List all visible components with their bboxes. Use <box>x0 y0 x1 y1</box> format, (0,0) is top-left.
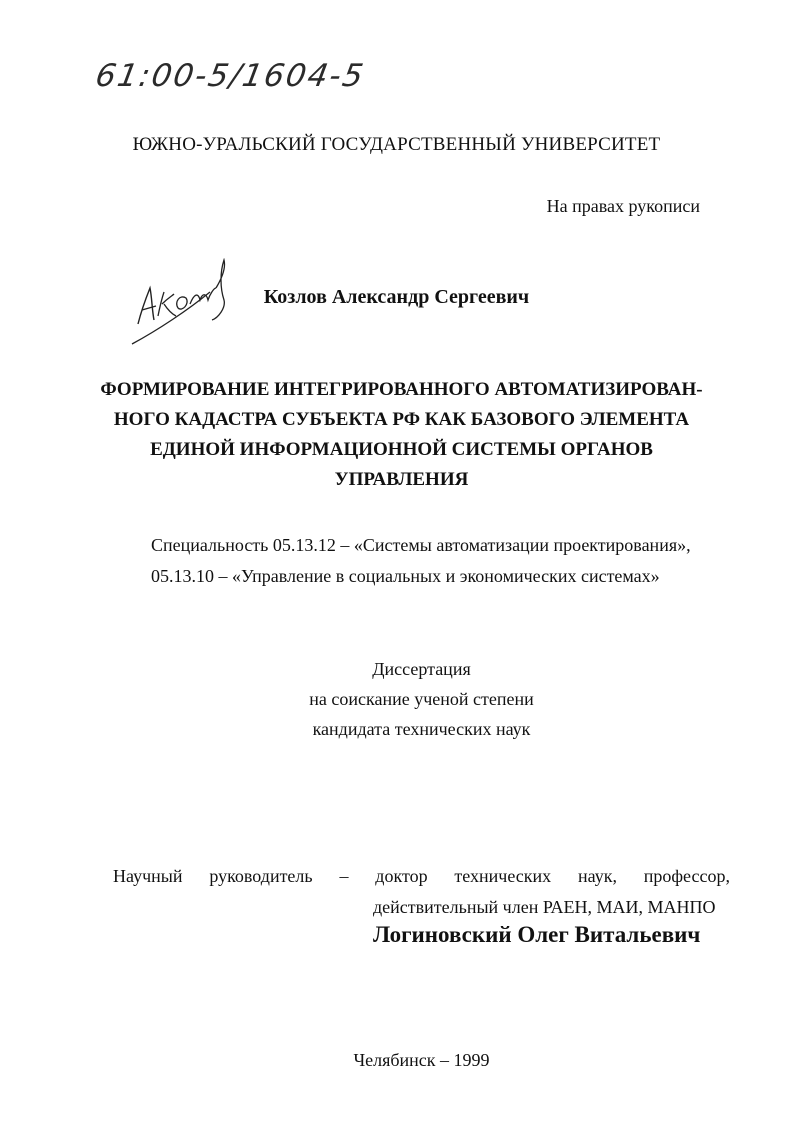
supervisor-membership: действительный член РАЕН, МАИ, МАНПО <box>373 897 716 917</box>
supervisor-title-row <box>113 866 730 887</box>
university-name: ЮЖНО-УРАЛЬСКИЙ ГОСУДАРСТВЕННЫЙ УНИВЕРСИТЕТ <box>132 134 661 155</box>
supervisor-name: Логиновский Олег Витальевич <box>373 922 701 947</box>
specialty-line: Специальность 05.13.12 – «Системы автоматизации проектирования», <box>151 535 691 555</box>
degree-line: на соискание ученой степени <box>309 689 534 709</box>
supervisor-word: – <box>339 866 349 886</box>
city-year: Челябинск – 1999 <box>353 1050 490 1070</box>
archive-code: 61:00-5/1604-5 <box>92 58 368 94</box>
supervisor-word: профессор, <box>643 866 730 886</box>
specialty <box>151 530 691 592</box>
supervisor-word: технических <box>454 866 552 886</box>
supervisor-word: наук, <box>577 866 617 886</box>
supervisor-word: доктор <box>375 866 428 886</box>
supervisor-word: руководитель <box>209 866 313 886</box>
title-line: ФОРМИРОВАНИЕ ИНТЕГРИРОВАННОГО АВТОМАТИЗИРОВАН- <box>100 379 703 400</box>
degree-line: Диссертация <box>372 659 471 679</box>
degree-statement <box>0 654 793 744</box>
supervisor-word: Научный <box>113 866 183 886</box>
title-line: ЕДИНОЙ ИНФОРМАЦИОННОЙ СИСТЕМЫ ОРГАНОВ <box>150 439 653 460</box>
title-line: УПРАВЛЕНИЯ <box>334 469 469 490</box>
author-name: Козлов Александр Сергеевич <box>263 286 530 308</box>
dissertation-title <box>90 375 713 495</box>
title-line: НОГО КАДАСТРА СУБЪЕКТА РФ КАК БАЗОВОГО ЭЛЕМЕНТА <box>113 409 690 430</box>
degree-line: кандидата технических наук <box>312 719 531 739</box>
specialty-line: 05.13.10 – «Управление в социальных и экономических системах» <box>151 566 660 586</box>
manuscript-note: На правах рукописи <box>546 196 700 216</box>
